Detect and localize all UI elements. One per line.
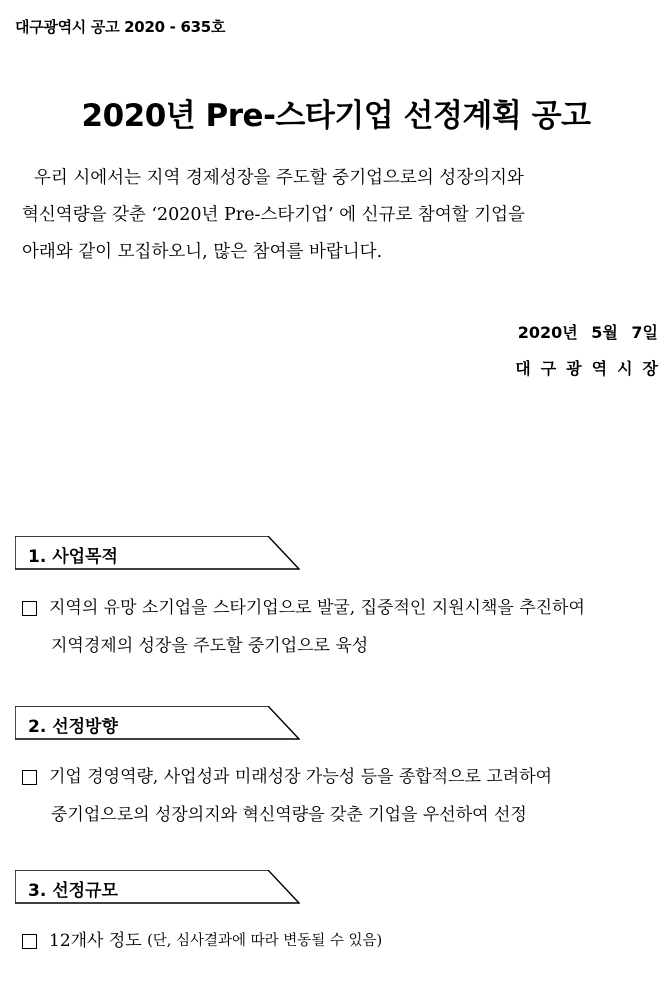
checkbox-bullet-icon [22,934,37,949]
section-body-line: 지역경제의 성장을 주도할 중기업으로 육성 [51,636,369,656]
section-body-note: (단, 심사결과에 따라 변동될 수 있음) [147,933,383,949]
announcement-date: 2020년 5월 7일 [517,323,658,342]
intro-paragraph [22,160,662,271]
section-header-label: 1. 사업목적 [28,547,118,567]
section-header-direction [15,706,300,740]
checkbox-bullet-icon [22,601,37,616]
document-number: 대구광역시 공고 2020 - 635호 [15,18,226,36]
section-header-label: 3. 선정규모 [28,881,118,901]
intro-line-2: 혁신역량을 갖춘 ‘2020년 Pre-스타기업’ 에 신규로 참여할 기업을 [22,205,525,225]
section-header-label: 2. 선정방향 [28,717,118,737]
section-body-direction [22,758,662,834]
section-header-scale [15,870,300,904]
intro-line-3: 아래와 같이 모집하오니, 많은 참여를 바랍니다. [22,242,383,262]
section-body-line: 중기업으로의 성장의지와 혁신역량을 갖춘 기업을 우선하여 선정 [51,805,527,825]
page-title: 2020년 Pre-스타기업 선정계획 공고 [81,98,591,134]
section-body-purpose [22,589,662,665]
section-body-line: 12개사 정도 [49,931,142,951]
section-body-line: 지역의 유망 소기업을 스타기업으로 발굴, 집중적인 지원시책을 추진하여 [49,598,585,618]
section-header-purpose [15,536,300,570]
section-body-scale [22,922,662,960]
intro-line-1: 우리 시에서는 지역 경제성장을 주도할 중기업으로의 성장의지와 [34,168,524,188]
checkbox-bullet-icon [22,770,37,785]
issuer-signature: 대구광역시장 [515,359,668,378]
section-body-line: 기업 경영역량, 사업성과 미래성장 가능성 등을 종합적으로 고려하여 [49,767,553,787]
